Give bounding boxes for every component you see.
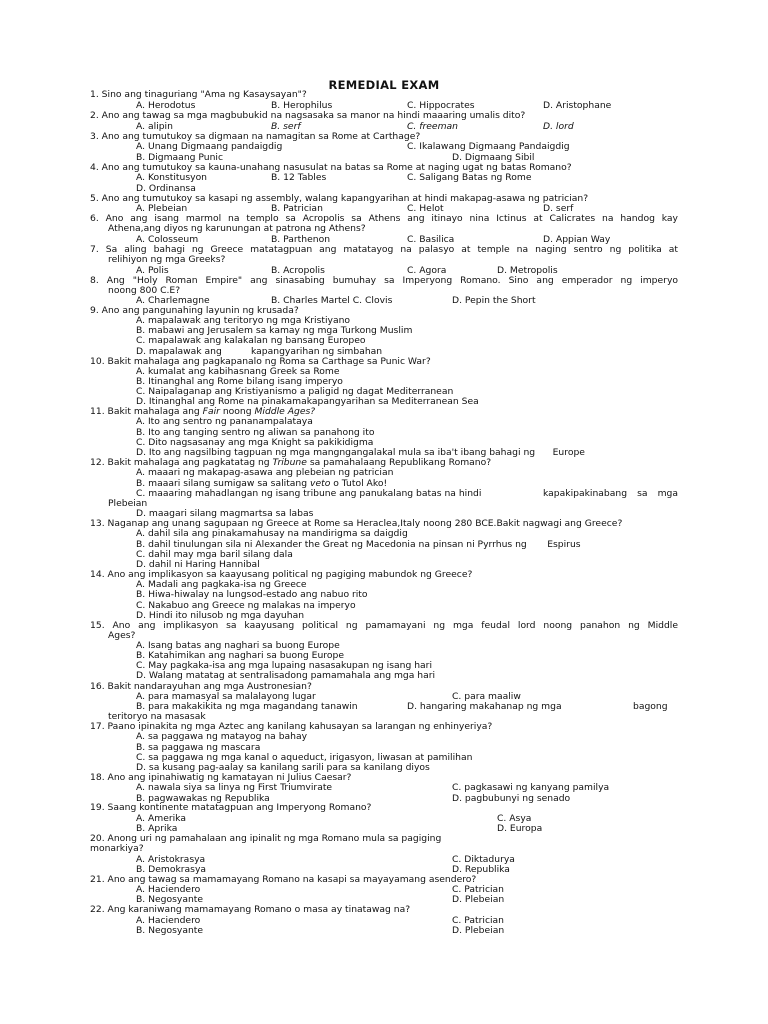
option: A. Charlemagne	[136, 295, 210, 306]
option: B. mabawi ang Jerusalem sa kamay ng mga Turkong Muslim	[136, 325, 413, 336]
option: C. maaaring mahadlangan ng isang tribune ang panukalang batas na hindi	[136, 488, 482, 499]
option: B. Acropolis	[271, 265, 325, 276]
option: B. Hiwa-hiwalay na lungsod-estado ang nabuo rito	[136, 589, 368, 600]
option: B. Digmaang Punic	[136, 152, 224, 163]
question-3: 3. Ano ang tumutukoy sa digmaan na namagitan sa Rome at Carthage?	[90, 131, 421, 142]
option: A. Madali ang pagkaka-isa ng Greece	[136, 579, 307, 590]
option: A. mapalawak ang teritoryo ng mga Kristiyano	[136, 315, 351, 326]
option: D. maagari silang magmartsa sa labas	[136, 508, 314, 519]
option: D. sa kusang pag-aalay sa kanilang sarili para sa kanilang diyos	[136, 762, 430, 773]
option: B. Charles Martel C. Clovis	[271, 295, 393, 306]
option: D. Appian Way	[543, 234, 611, 245]
option: A. Amerika	[136, 813, 186, 824]
option: A. Haciendero	[136, 884, 201, 895]
option: B. Demokrasya	[136, 864, 207, 875]
question-16: 16. Bakit nandarayuhan ang mga Austronesian?	[90, 681, 312, 692]
question-9: 9. Ano ang pangunahing layunin ng krusada?	[90, 305, 299, 316]
option: B. maaari silang sumigaw sa salitang veto o Tutol Ako!	[136, 478, 388, 489]
question-22: 22. Ang karaniwang mamamayang Romano o masa ay tinatawag na?	[90, 904, 411, 915]
option: C. Patrician	[452, 915, 505, 926]
option: A. maaari ng makapag-asawa ang plebeian ng patrician	[136, 467, 394, 478]
option: A. para mamasyal sa malalayong lugar	[136, 691, 316, 702]
option: C. Helot	[407, 203, 444, 214]
question-20: 20. Anong uri ng pamahalaan ang ipinalit ng mga Romano mula sa pagiging	[90, 833, 442, 844]
option: D. Walang matatag at sentralisadong pamamahala ang mga hari	[136, 670, 436, 681]
question-10: 10. Bakit mahalaga ang pagkapanalo ng Roma sa Carthage sa Punic War?	[90, 356, 431, 367]
option: D. Plebeian	[452, 925, 505, 936]
option-cont: bagong	[633, 701, 668, 712]
option: C. pagkasawi ng kanyang pamilya	[452, 782, 610, 793]
option: B. Herophilus	[271, 100, 333, 111]
question-12: 12. Bakit mahalaga ang pagkatatag ng Tribune sa pamahalaang Republikang Romano?	[90, 457, 492, 468]
option: B. Aprika	[136, 823, 178, 834]
option: D. Plebeian	[452, 894, 505, 905]
option: B. Katahimikan ang naghari sa buong Europe	[136, 650, 344, 661]
option: D. mapalawak ang kapangyarihan ng simbahan	[136, 346, 383, 357]
option: A. Konstitusyon	[136, 172, 208, 183]
option: C. Hippocrates	[407, 100, 475, 111]
question-14: 14. Ano ang implikasyon sa kaayusang political ng pagiging mabundok ng Greece?	[90, 569, 473, 580]
option: D. Republika	[452, 864, 510, 875]
option: B. 12 Tables	[271, 172, 327, 183]
option: D. Pepin the Short	[452, 295, 536, 306]
question-2: 2. Ano ang tawag sa mga magbubukid na nagsasaka sa manor na hindi maaaring umalis dito?	[90, 110, 526, 121]
option: C. Diktadurya	[452, 854, 515, 865]
option: B. para makakikita ng mga magandang tanawin	[136, 701, 358, 712]
option: D. dahil ni Haring Hannibal	[136, 559, 260, 570]
question-4: 4. Ano ang tumutukoy sa kauna-unahang nasusulat na batas sa Rome at naging ugat ng batas Romano?	[90, 162, 572, 173]
question-15-cont: Ages?	[108, 630, 136, 641]
option: B. pagwawakas ng Republika	[136, 793, 270, 804]
option: A. Colosseum	[136, 234, 199, 245]
option: B. Negosyante	[136, 925, 204, 936]
option: A. kumalat ang kabihasnang Greek sa Rome	[136, 366, 340, 377]
option: D. Metropolis	[497, 265, 558, 276]
option: A. dahil sila ang pinakamahusay na mandirigma sa daigdig	[136, 528, 408, 539]
option: C. freeman	[407, 121, 458, 132]
option: D. serf	[543, 203, 574, 214]
option: C. mapalawak ang kalakalan ng bansang Europeo	[136, 335, 366, 346]
option: D. pagbubunyi ng senado	[452, 793, 571, 804]
option: A. Aristokrasya	[136, 854, 206, 865]
option: D. Aristophane	[543, 100, 612, 111]
option: C. Naipalaganap ang Kristiyanismo a paligid ng dagat Mediterranean	[136, 386, 454, 397]
question-13: 13. Naganap ang unang sagupaan ng Greece at Rome sa Heraclea,Italy noong 280 BCE.Bakit nagwagi ang Greece?	[90, 518, 623, 529]
option: A. Ito ang sentro ng pananampalataya	[136, 416, 313, 427]
option: C. dahil may mga baril silang dala	[136, 549, 293, 560]
option: A. sa paggawa ng matayog na bahay	[136, 731, 308, 742]
question-18: 18. Ano ang ipinahiwatig ng kamatayan ni Julius Caesar?	[90, 772, 352, 783]
option: D. lord	[543, 121, 574, 132]
option: C. sa paggawa ng mga kanal o aqueduct, irigasyon, liwasan at pamilihan	[136, 752, 473, 763]
option: C. Dito nagsasanay ang mga Knight sa pakikidigma	[136, 437, 374, 448]
option: C. May pagkaka-isa ang mga lupaing nasasakupan ng isang hari	[136, 660, 433, 671]
option: D. Digmaang Sibil	[452, 152, 535, 163]
option: D. Itinanghal ang Rome na pinakamakapangyarihan sa Mediterranean Sea	[136, 396, 479, 407]
option: B. Itinanghal ang Rome bilang isang imperyo	[136, 376, 343, 387]
option: C. Saligang Batas ng Rome	[407, 172, 532, 183]
exam-title: REMEDIAL EXAM	[328, 78, 440, 92]
option: C. Agora	[407, 265, 447, 276]
question-21: 21. Ano ang tawag sa mamamayang Romano na kasapi sa mayayamang asendero?	[90, 874, 477, 885]
option: A. Herodotus	[136, 100, 196, 111]
option: B. sa paggawa ng mascara	[136, 742, 261, 753]
option: C. Asya	[497, 813, 532, 824]
option: A. Haciendero	[136, 915, 201, 926]
option: A. Isang batas ang naghari sa buong Europe	[136, 640, 340, 651]
option: B. Negosyante	[136, 894, 204, 905]
option-cont: Plebeian	[108, 498, 148, 509]
option: B. Parthenon	[271, 234, 331, 245]
question-7-cont: relihiyon ng mga Greeks?	[108, 254, 226, 265]
option: C. Basilica	[407, 234, 455, 245]
question-20-cont: monarkiya?	[90, 843, 144, 854]
question-5: 5. Ano ang tumutukoy sa kasapi ng assembly, walang kapangyarihan at hindi makapag-asawa ng patrician?	[90, 193, 589, 204]
question-11: 11. Bakit mahalaga ang Fair noong Middle Ages?	[90, 406, 316, 417]
question-6-cont: Athena,ang diyos ng karunungan at patrona ng Athens?	[108, 223, 366, 234]
option: A. Polis	[136, 265, 169, 276]
option: C. para maaliw	[452, 691, 521, 702]
question-15: 15. Ano ang implikasyon sa kaayusang political ng pamamayani ng mga feudal lord noong panahon ng Middle	[90, 620, 678, 631]
option: D. Europa	[497, 823, 543, 834]
option: A. alipin	[136, 121, 173, 132]
option: A. nawala siya sa linya ng First Triumvirate	[136, 782, 333, 793]
option-cont: kapakipakinabang sa mga	[543, 488, 678, 499]
option-cont: teritoryo na masasak	[108, 711, 206, 722]
question-17: 17. Paano ipinakita ng mga Aztec ang kanilang kahusayan sa larangan ng enhinyeriya?	[90, 721, 493, 732]
option: D. Hindi ito nilusob ng mga dayuhan	[136, 610, 305, 621]
option: C. Ikalawang Digmaang Pandaigdig	[407, 141, 570, 152]
option: D. Ordinansa	[136, 183, 196, 194]
option: D. hangaring makahanap ng mga	[407, 701, 562, 712]
option: C. Patrician	[452, 884, 505, 895]
question-6: 6. Ano ang isang marmol na templo sa Acropolis sa Athens ang itinayo nina Ictinus at Calicrates na handog kay	[90, 213, 678, 224]
option: D. Ito ang nagsilbing tagpuan ng mga mangngangalakal mula sa iba't ibang bahagi ng Europe	[136, 447, 585, 458]
option: A. Plebeian	[136, 203, 188, 214]
question-19: 19. Saang kontinente matatagpuan ang Imperyong Romano?	[90, 802, 372, 813]
option: B. Patrician	[271, 203, 323, 214]
option: C. Nakabuo ang Greece ng malakas na imperyo	[136, 600, 356, 611]
question-8-cont: noong 800 C.E?	[108, 285, 181, 296]
option: B. dahil tinulungan sila ni Alexander the Great ng Macedonia na pinsan ni Pyrrhus ng Espirus	[136, 539, 581, 550]
question-1: 1. Sino ang tinaguriang "Ama ng Kasaysayan"?	[90, 89, 307, 100]
option: A. Unang Digmaang pandaigdig	[136, 141, 283, 152]
option: B. serf	[271, 121, 301, 132]
question-8: 8. Ang "Holy Roman Empire" ang sinasabing bumuhay sa Imperyong Romano. Sino ang emperador ng imperyo	[90, 275, 678, 286]
option: B. Ito ang tanging sentro ng aliwan sa panahong ito	[136, 427, 375, 438]
question-7: 7. Sa aling bahagi ng Greece matatagpuan ang matatayog na palasyo at temple na naging sentro ng politika at	[90, 244, 678, 255]
